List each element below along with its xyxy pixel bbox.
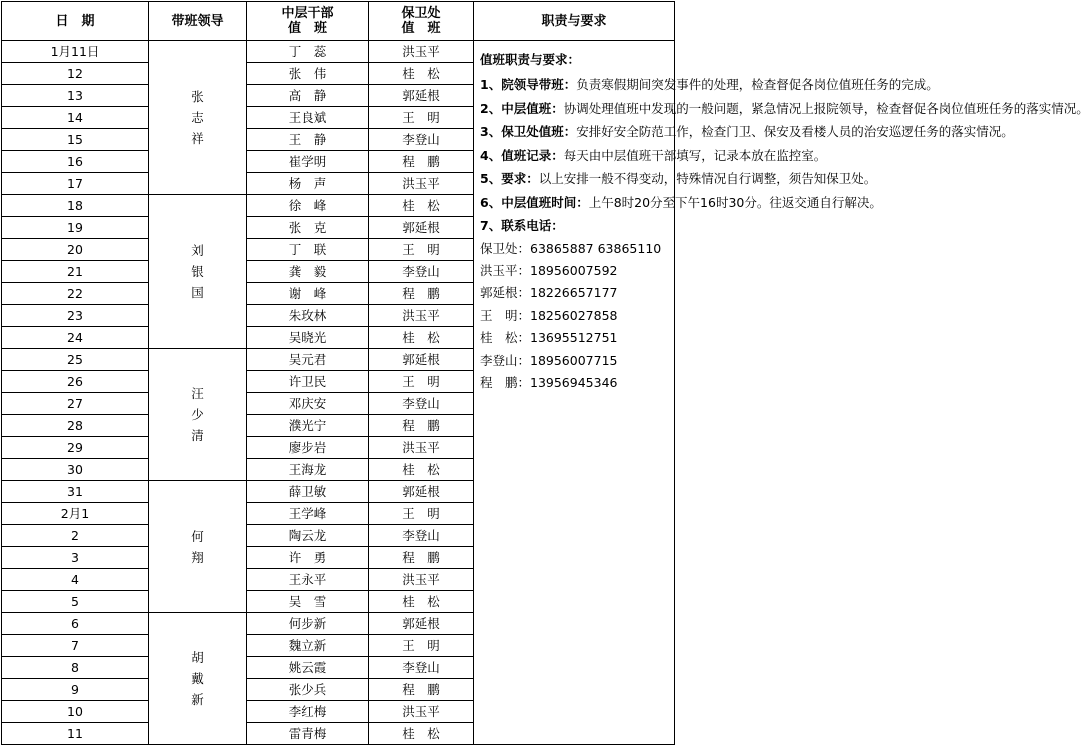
middle-duty-cell: 许 勇 xyxy=(247,547,369,569)
date-cell: 21 xyxy=(2,261,149,283)
requirement-text: 以上安排一般不得变动，特殊情况自行调整，须告知保卫处。 xyxy=(538,171,877,186)
date-cell: 30 xyxy=(2,459,149,481)
security-duty-cell: 洪玉平 xyxy=(369,437,474,459)
security-duty-cell: 洪玉平 xyxy=(369,701,474,723)
security-header-line2: 值 班 xyxy=(401,21,441,36)
security-duty-cell: 程 鹏 xyxy=(369,151,474,173)
requirement-text: 上午8时20分至下午16时30分。往返交通自行解决。 xyxy=(588,194,882,210)
date-cell: 20 xyxy=(2,239,149,261)
date-cell: 12 xyxy=(2,63,149,85)
duty-schedule-sheet xyxy=(1,1,1089,754)
contact-phone-line: 桂 松：13695512751 xyxy=(480,330,618,346)
security-duty-cell: 李登山 xyxy=(369,393,474,415)
leader-cell xyxy=(149,613,247,745)
middle-duty-cell: 陶云龙 xyxy=(247,525,369,547)
requirement-item xyxy=(480,120,1014,144)
date-cell: 8 xyxy=(2,657,149,679)
contact-title xyxy=(480,214,670,238)
requirement-item xyxy=(480,167,877,191)
leader-cell xyxy=(149,195,247,349)
middle-duty-cell: 王 静 xyxy=(247,129,369,151)
date-cell: 2 xyxy=(2,525,149,547)
leader-cell xyxy=(149,41,247,195)
contact-phone-line: 郭延根：18226657177 xyxy=(480,285,618,301)
date-cell: 18 xyxy=(2,195,149,217)
date-cell: 13 xyxy=(2,85,149,107)
duty-table xyxy=(1,1,1089,745)
date-cell: 19 xyxy=(2,217,149,239)
middle-duty-cell: 张 克 xyxy=(247,217,369,239)
middle-duty-cell: 王永平 xyxy=(247,569,369,591)
security-duty-cell: 王 明 xyxy=(369,503,474,525)
requirement-label: 5、要求： xyxy=(480,171,539,186)
security-duty-cell: 郭延根 xyxy=(369,613,474,635)
middle-duty-cell: 王海龙 xyxy=(247,459,369,481)
middle-duty-cell: 吴 雪 xyxy=(247,591,369,613)
contact-phone-line: 李登山：18956007715 xyxy=(480,352,618,368)
contact-title-label: 7、联系电话： xyxy=(480,218,564,233)
security-duty-cell: 桂 松 xyxy=(369,723,474,745)
middle-duty-cell: 濮光宁 xyxy=(247,415,369,437)
leader-cell xyxy=(149,481,247,613)
security-duty-cell: 程 鹏 xyxy=(369,415,474,437)
middle-duty-column-header xyxy=(247,2,369,41)
duty-table-body xyxy=(2,2,1089,745)
date-cell: 3 xyxy=(2,547,149,569)
security-duty-cell: 洪玉平 xyxy=(369,41,474,63)
security-duty-cell: 程 鹏 xyxy=(369,547,474,569)
security-duty-cell: 李登山 xyxy=(369,525,474,547)
security-duty-cell: 王 明 xyxy=(369,107,474,129)
date-cell: 31 xyxy=(2,481,149,503)
leader-name: 何翔 xyxy=(191,528,204,565)
contact-phone-line: 程 鹏：13956945346 xyxy=(480,374,618,390)
requirement-text: 安排好安全防范工作，检查门卫、保安及看楼人员的治安巡逻任务的落实情况。 xyxy=(576,124,1014,139)
security-duty-cell: 王 明 xyxy=(369,239,474,261)
contact-phone-line: 保卫处：63865887 63865110 xyxy=(480,240,662,256)
middle-duty-cell: 姚云霞 xyxy=(247,657,369,679)
requirement-label: 4、值班记录： xyxy=(480,147,564,163)
security-duty-cell: 程 鹏 xyxy=(369,679,474,701)
requirement-text: 协调处理值班中发现的一般问题，紧急情况上报院领导，检查督促各岗位值班任务的落实情况。 xyxy=(563,100,1089,116)
security-duty-cell: 洪玉平 xyxy=(369,173,474,195)
middle-duty-cell: 李红梅 xyxy=(247,701,369,723)
security-duty-cell: 洪玉平 xyxy=(369,569,474,591)
middle-duty-cell: 朱玫林 xyxy=(247,305,369,327)
date-cell: 14 xyxy=(2,107,149,129)
middle-duty-cell: 何步新 xyxy=(247,613,369,635)
middle-duty-cell: 许卫民 xyxy=(247,371,369,393)
security-duty-cell: 桂 松 xyxy=(369,327,474,349)
security-duty-cell: 郭延根 xyxy=(369,349,474,371)
security-duty-cell: 李登山 xyxy=(369,261,474,283)
security-duty-column-header xyxy=(369,2,474,41)
requirement-label: 3、保卫处值班： xyxy=(480,124,577,139)
middle-duty-cell: 吴晓光 xyxy=(247,327,369,349)
contact-phone-line: 洪玉平：18956007592 xyxy=(480,262,618,278)
requirement-item xyxy=(480,73,939,97)
date-cell: 15 xyxy=(2,129,149,151)
middle-duty-cell: 谢 峰 xyxy=(247,283,369,305)
requirement-item xyxy=(480,97,1089,121)
security-duty-cell: 程 鹏 xyxy=(369,283,474,305)
security-duty-cell: 郭延根 xyxy=(369,217,474,239)
security-duty-cell: 李登山 xyxy=(369,129,474,151)
date-cell: 16 xyxy=(2,151,149,173)
security-duty-cell: 王 明 xyxy=(369,635,474,657)
date-cell: 23 xyxy=(2,305,149,327)
middle-duty-cell: 徐 峰 xyxy=(247,195,369,217)
date-column-header: 日 期 xyxy=(2,2,149,41)
middle-duty-cell: 丁 联 xyxy=(247,239,369,261)
requirement-text: 每天由中层值班干部填写，记录本放在监控室。 xyxy=(563,147,827,163)
leader-name: 胡戴新 xyxy=(191,650,204,707)
leader-name: 汪少清 xyxy=(191,386,204,443)
middle-duty-cell: 魏立新 xyxy=(247,635,369,657)
middle-duty-cell: 廖步岩 xyxy=(247,437,369,459)
middle-duty-cell: 杨 声 xyxy=(247,173,369,195)
middle-duty-cell: 王良斌 xyxy=(247,107,369,129)
requirement-item xyxy=(480,144,827,168)
middle-duty-cell: 邓庆安 xyxy=(247,393,369,415)
security-header-line1: 保卫处 xyxy=(401,6,441,21)
date-cell: 6 xyxy=(2,613,149,635)
security-duty-cell: 李登山 xyxy=(369,657,474,679)
requirement-label: 2、中层值班： xyxy=(480,100,564,116)
security-duty-cell: 桂 松 xyxy=(369,63,474,85)
leader-cell xyxy=(149,349,247,481)
leader-name: 张志祥 xyxy=(191,89,204,146)
security-duty-cell: 桂 松 xyxy=(369,591,474,613)
date-cell: 1月11日 xyxy=(2,41,149,63)
security-duty-cell: 王 明 xyxy=(369,371,474,393)
date-cell: 11 xyxy=(2,723,149,745)
middle-duty-cell: 高 静 xyxy=(247,85,369,107)
middle-duty-cell: 张少兵 xyxy=(247,679,369,701)
leader-name: 刘银国 xyxy=(191,243,204,300)
middle-duty-cell: 龚 毅 xyxy=(247,261,369,283)
middle-duty-cell: 吴元君 xyxy=(247,349,369,371)
middle-header-line2: 值 班 xyxy=(287,21,327,36)
date-cell: 28 xyxy=(2,415,149,437)
date-cell: 22 xyxy=(2,283,149,305)
requirement-label: 6、中层值班时间： xyxy=(480,194,589,210)
middle-duty-cell: 丁 蕊 xyxy=(247,41,369,63)
security-duty-cell: 郭延根 xyxy=(369,481,474,503)
contact-phone-line: 王 明：18256027858 xyxy=(480,307,618,323)
leader-column-header: 带班领导 xyxy=(149,2,247,41)
middle-duty-cell: 张 伟 xyxy=(247,63,369,85)
requirements-title: 值班职责与要求： xyxy=(480,52,581,67)
date-cell: 26 xyxy=(2,371,149,393)
date-cell: 4 xyxy=(2,569,149,591)
security-duty-cell: 洪玉平 xyxy=(369,305,474,327)
middle-duty-cell: 崔学明 xyxy=(247,151,369,173)
table-row xyxy=(2,41,675,63)
middle-duty-cell: 薛卫敏 xyxy=(247,481,369,503)
security-duty-cell: 桂 松 xyxy=(369,459,474,481)
requirement-item xyxy=(480,191,882,215)
date-cell: 24 xyxy=(2,327,149,349)
middle-header-line1: 中层干部 xyxy=(281,6,334,21)
date-cell: 5 xyxy=(2,591,149,613)
header-row xyxy=(2,2,675,41)
date-cell: 2月1 xyxy=(2,503,149,525)
middle-duty-cell: 雷青梅 xyxy=(247,723,369,745)
date-cell: 9 xyxy=(2,679,149,701)
date-cell: 25 xyxy=(2,349,149,371)
date-cell: 10 xyxy=(2,701,149,723)
date-cell: 17 xyxy=(2,173,149,195)
security-duty-cell: 郭延根 xyxy=(369,85,474,107)
date-cell: 27 xyxy=(2,393,149,415)
requirement-label: 1、院领导带班： xyxy=(480,77,577,92)
middle-duty-cell: 王学峰 xyxy=(247,503,369,525)
duties-column-header: 职责与要求 xyxy=(474,2,675,41)
requirement-text: 负责寒假期间突发事件的处理，检查督促各岗位值班任务的完成。 xyxy=(576,77,939,92)
security-duty-cell: 桂 松 xyxy=(369,195,474,217)
date-cell: 29 xyxy=(2,437,149,459)
date-cell: 7 xyxy=(2,635,149,657)
duties-requirements-cell xyxy=(474,41,1089,745)
